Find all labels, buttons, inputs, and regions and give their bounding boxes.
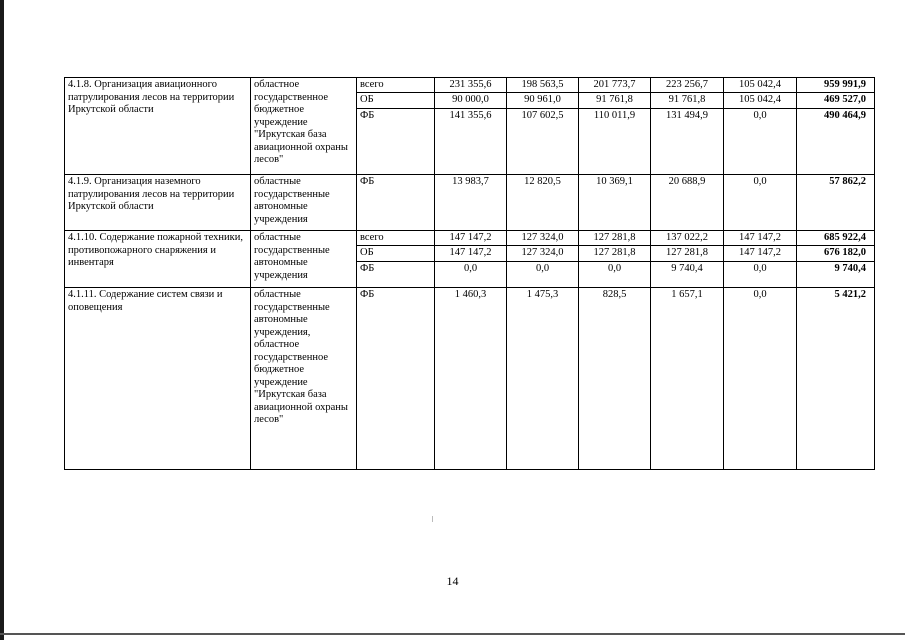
scan-left-border xyxy=(0,0,4,640)
value-cell: 0,0 xyxy=(724,175,797,231)
value-cell: 0,0 xyxy=(724,262,797,288)
value-cell: 127 281,8 xyxy=(651,246,724,262)
total-cell: 490 464,9 xyxy=(797,109,875,175)
value-cell: 12 820,5 xyxy=(507,175,579,231)
value-cell: 127 281,8 xyxy=(579,231,651,246)
executor-cell: областное государственное бюджетное учреждение "Иркутская база авиационной охраны лесов" xyxy=(251,78,357,175)
value-cell: 127 281,8 xyxy=(579,246,651,262)
total-cell: 469 527,0 xyxy=(797,93,875,109)
value-cell: 20 688,9 xyxy=(651,175,724,231)
value-cell: 0,0 xyxy=(435,262,507,288)
value-cell: 147 147,2 xyxy=(724,246,797,262)
funding-source-cell: ОБ xyxy=(357,246,435,262)
activity-title-cell: 4.1.9. Организация наземного патрулирования лесов на территории Иркутской области xyxy=(65,175,251,231)
funding-source-cell: всего xyxy=(357,78,435,93)
activity-title-cell: 4.1.8. Организация авиационного патрулирования лесов на территории Иркутской области xyxy=(65,78,251,175)
value-cell: 131 494,9 xyxy=(651,109,724,175)
scan-speck xyxy=(432,516,433,522)
executor-cell: областные государственные автономные учреждения, областное государственное бюджетное учреждение "Иркутская база авиационной охраны лесов" xyxy=(251,288,357,470)
funding-source-cell: ФБ xyxy=(357,288,435,470)
funding-source-cell: всего xyxy=(357,231,435,246)
value-cell: 105 042,4 xyxy=(724,78,797,93)
value-cell: 90 000,0 xyxy=(435,93,507,109)
value-cell: 13 983,7 xyxy=(435,175,507,231)
value-cell: 9 740,4 xyxy=(651,262,724,288)
value-cell: 147 147,2 xyxy=(724,231,797,246)
value-cell: 127 324,0 xyxy=(507,246,579,262)
value-cell: 0,0 xyxy=(507,262,579,288)
value-cell: 201 773,7 xyxy=(579,78,651,93)
value-cell: 91 761,8 xyxy=(579,93,651,109)
budget-table xyxy=(64,77,875,470)
value-cell: 0,0 xyxy=(724,288,797,470)
funding-source-cell: ФБ xyxy=(357,262,435,288)
executor-cell: областные государственные автономные учреждения xyxy=(251,175,357,231)
total-cell: 685 922,4 xyxy=(797,231,875,246)
value-cell: 198 563,5 xyxy=(507,78,579,93)
total-cell: 57 862,2 xyxy=(797,175,875,231)
value-cell: 0,0 xyxy=(724,109,797,175)
total-cell: 959 991,9 xyxy=(797,78,875,93)
value-cell: 141 355,6 xyxy=(435,109,507,175)
value-cell: 1 460,3 xyxy=(435,288,507,470)
value-cell: 1 475,3 xyxy=(507,288,579,470)
funding-source-cell: ОБ xyxy=(357,93,435,109)
value-cell: 0,0 xyxy=(579,262,651,288)
activity-title-cell: 4.1.10. Содержание пожарной техники, противопожарного снаряжения и инвентаря xyxy=(65,231,251,288)
total-cell: 676 182,0 xyxy=(797,246,875,262)
activity-title-cell: 4.1.11. Содержание систем связи и оповещения xyxy=(65,288,251,470)
executor-cell: областные государственные автономные учреждения xyxy=(251,231,357,288)
funding-source-cell: ФБ xyxy=(357,175,435,231)
value-cell: 828,5 xyxy=(579,288,651,470)
total-cell: 9 740,4 xyxy=(797,262,875,288)
funding-source-cell: ФБ xyxy=(357,109,435,175)
table-row xyxy=(65,175,875,231)
page-number: 14 xyxy=(446,574,459,588)
value-cell: 107 602,5 xyxy=(507,109,579,175)
value-cell: 90 961,0 xyxy=(507,93,579,109)
total-cell: 5 421,2 xyxy=(797,288,875,470)
value-cell: 1 657,1 xyxy=(651,288,724,470)
value-cell: 231 355,6 xyxy=(435,78,507,93)
value-cell: 91 761,8 xyxy=(651,93,724,109)
value-cell: 105 042,4 xyxy=(724,93,797,109)
value-cell: 127 324,0 xyxy=(507,231,579,246)
value-cell: 147 147,2 xyxy=(435,231,507,246)
value-cell: 10 369,1 xyxy=(579,175,651,231)
table-row xyxy=(65,288,875,470)
value-cell: 223 256,7 xyxy=(651,78,724,93)
scan-bottom-edge xyxy=(0,633,905,635)
table-row xyxy=(65,231,875,246)
table-row xyxy=(65,78,875,93)
value-cell: 110 011,9 xyxy=(579,109,651,175)
value-cell: 137 022,2 xyxy=(651,231,724,246)
value-cell: 147 147,2 xyxy=(435,246,507,262)
